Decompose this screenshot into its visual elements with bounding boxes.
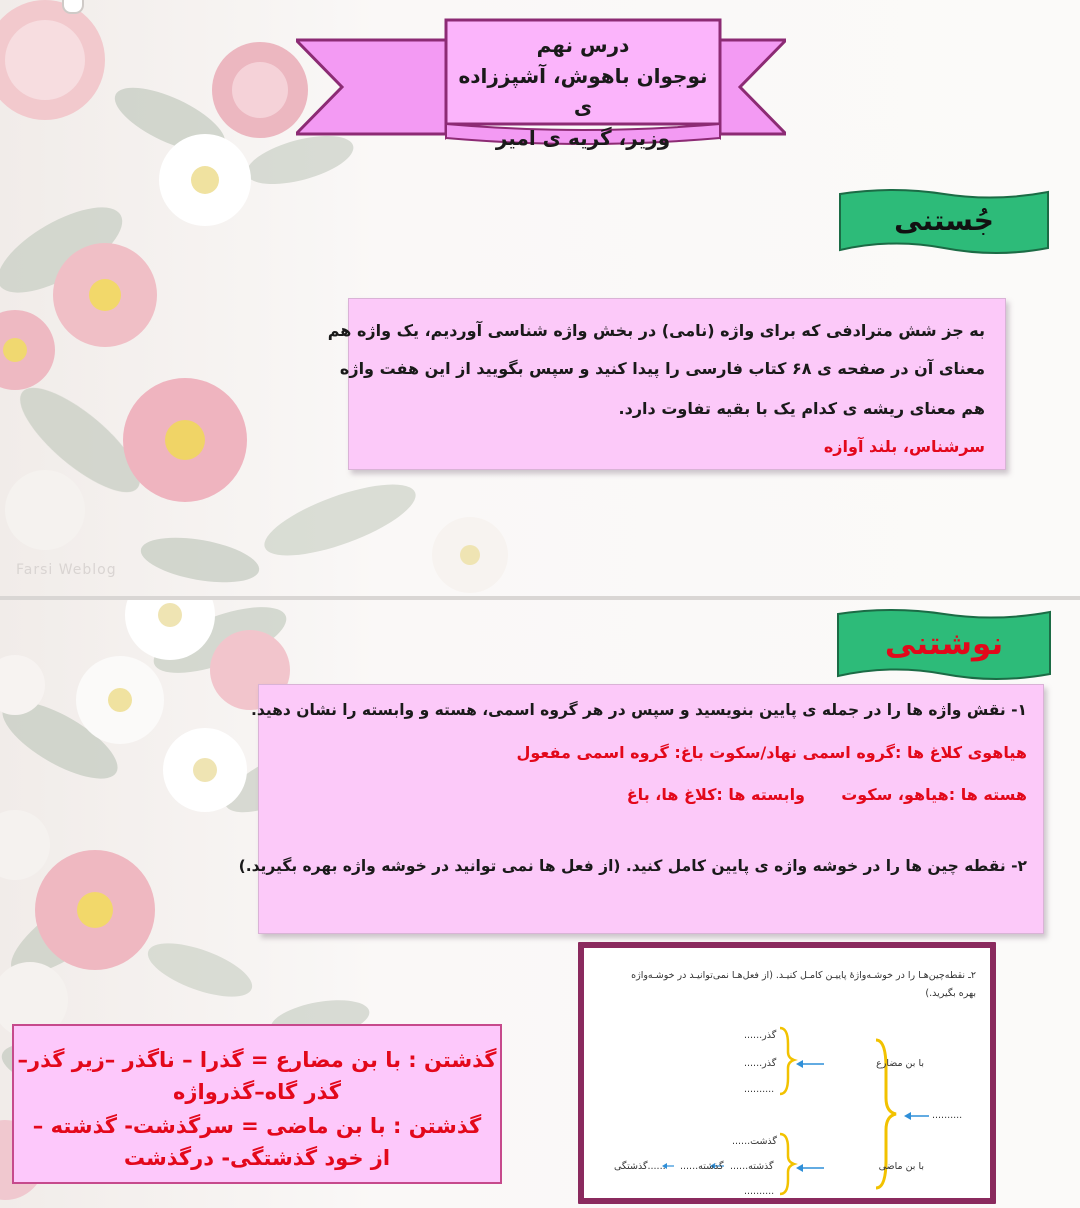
exercise-content bbox=[584, 948, 990, 1198]
title-line-3: وزیر، گریه ی امیر bbox=[495, 126, 671, 150]
lesson-title bbox=[446, 30, 720, 154]
question-1: ۱- نقش واژه ها را در جمله ی پایین بنویسید و سپس در هر گروه اسمی، هسته و وابسته را نشان دهید. bbox=[250, 701, 1027, 719]
past-stem-label: با بن ماضی bbox=[878, 1161, 924, 1172]
question-line-2: معنای آن در صفحه ی ۶۸ کتاب فارسی را پیدا کنید و سپس بگویید از این هفت واژه bbox=[339, 359, 985, 378]
word-gozashte-2: گذشته...... bbox=[680, 1161, 724, 1172]
decor-bubble bbox=[62, 0, 84, 14]
answer-1-line-1: هیاهوی کلاغ ها :گروه اسمی نهاد/سکوت باغ: گروه اسمی مفعول bbox=[516, 743, 1027, 762]
word-gozashtegi: ......گذشتگی bbox=[614, 1161, 666, 1172]
answer-1-heads: هسته ها :هیاهو، سکوت bbox=[841, 785, 1027, 804]
word-dots-2: .......... bbox=[744, 1186, 775, 1197]
question-2: ۲- نقطه چین ها را در خوشه واژه ی پایین کامل کنید. (از فعل ها نمی توانید در خوشه واژه بهره بگیرید.) bbox=[238, 857, 1027, 875]
textbook-exercise-image bbox=[578, 942, 996, 1204]
question-line-3: هم معنای ریشه ی کدام یک با بقیه تفاوت دارد. bbox=[618, 399, 985, 418]
answer-box-line-3: گذشتن : با بن ماضی = سرگذشت- گذشته – bbox=[32, 1114, 482, 1138]
answer-text: سرشناس، بلند آوازه bbox=[823, 437, 985, 456]
question-box-jostani bbox=[327, 298, 1006, 470]
question-line-1: به جز شش مترادفی که برای واژه (نامی) در بخش واژه شناسی آوردیم، یک واژه هم bbox=[327, 321, 985, 340]
answer-box-line-4: از خود گذشتگی- درگذشت bbox=[123, 1146, 391, 1170]
section-tab-label: جُستنی bbox=[894, 204, 994, 237]
answer-box-line-1: گذشتن : با بن مضارع = گذرا – ناگذر –زیر گذر– bbox=[17, 1048, 497, 1072]
exercise-heading-2: بهره بگیرید.) bbox=[925, 988, 976, 999]
word-gozar-1: گذر...... bbox=[744, 1030, 777, 1041]
question-box-neveshtani bbox=[238, 684, 1044, 934]
watermark: Farsi Weblog bbox=[16, 562, 117, 578]
present-stem-label: با بن مضارع bbox=[876, 1058, 924, 1069]
word-gozashte-1: گذشته...... bbox=[730, 1161, 774, 1172]
section-tab-label-2: نوشتنی bbox=[884, 626, 1004, 662]
title-line-2: نوجوان باهوش، آشپززاده ی bbox=[458, 64, 708, 119]
answer-box-line-2: گذر گاه–گذرواژه bbox=[173, 1080, 341, 1104]
root-dots: .......... bbox=[932, 1110, 963, 1121]
answer-1-dependents: وابسته ها :کلاغ ها، باغ bbox=[626, 785, 805, 804]
section-tab-jostani bbox=[838, 186, 1050, 258]
title-ribbon bbox=[296, 14, 786, 154]
word-gozar-2: گذر...... bbox=[744, 1058, 777, 1069]
word-gozasht: گذشت...... bbox=[732, 1136, 777, 1147]
section-tab-neveshtani bbox=[836, 606, 1052, 684]
answer-box-gozashtan bbox=[12, 1024, 502, 1184]
word-dots-1: .......... bbox=[744, 1084, 775, 1095]
exercise-heading-1: ۲ـ نقطه‌چین‌هـا را در خوشـه‌واژۀ پاییـن کامـل کنیـد. (از فعل‌هـا نمی‌توانیـد در خوشـه‌واژه bbox=[631, 970, 976, 981]
title-line-1: درس نهم bbox=[536, 33, 630, 57]
